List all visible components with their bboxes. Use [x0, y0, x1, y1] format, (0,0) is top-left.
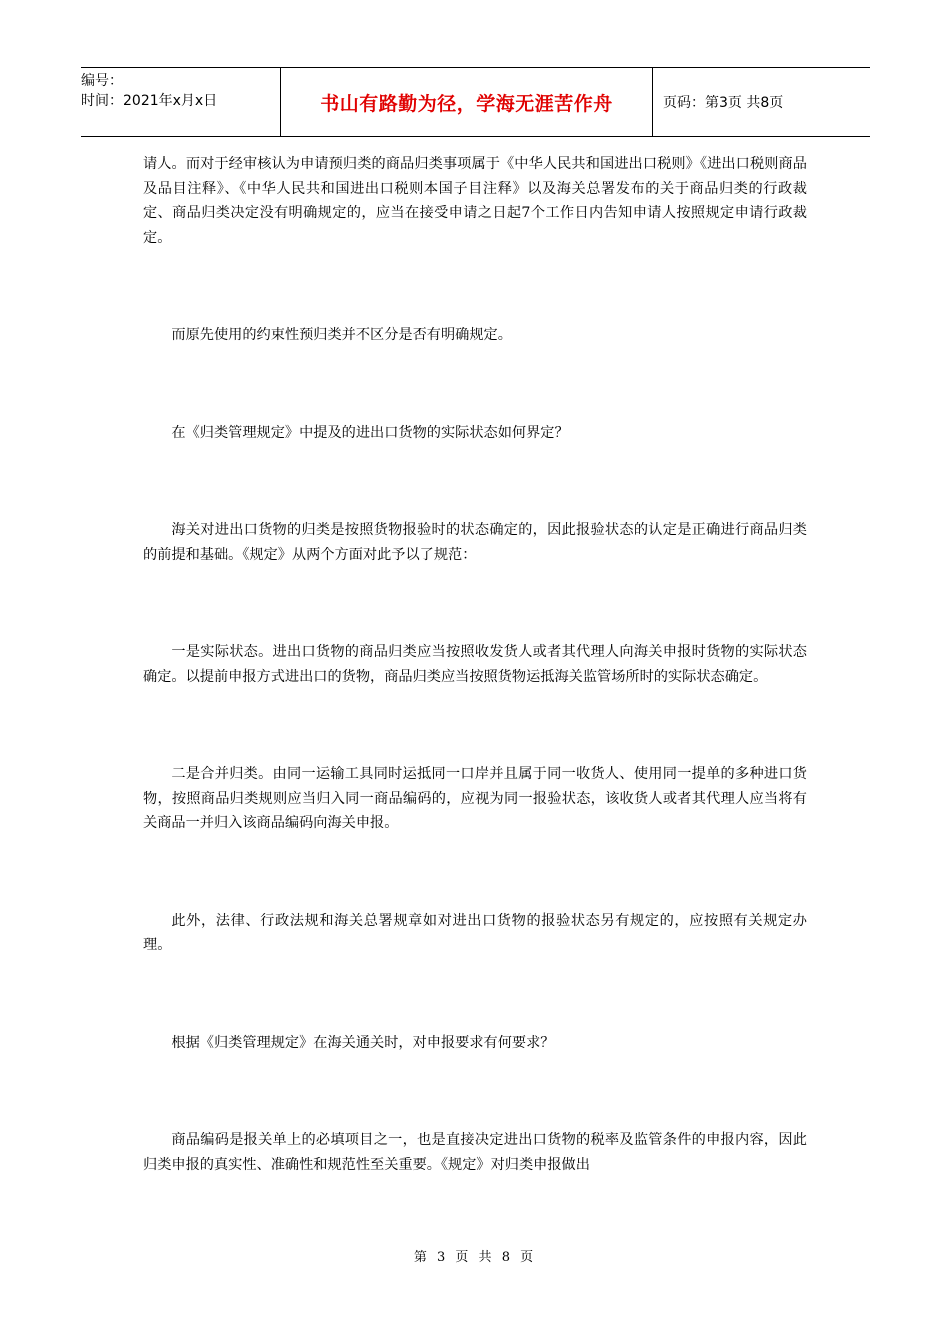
paragraph: 此外，法律、行政法规和海关总署规章如对进出口货物的报验状态另有规定的，应按照有关规定办理。: [143, 912, 807, 953]
paragraph: 请人。而对于经审核认为申请预归类的商品归类事项属于《中华人民共和国进出口税则》《进出口税则商品及品目注释》、《中华人民共和国进出口税则本国子目注释》以及海关总署发布的关于商品归类的行政裁定、商品归类决定没有明确规定的，应当在接受申请之日起7个工作日内告知申请人按照规定申请行政裁定。: [143, 156, 807, 246]
paragraph: 海关对进出口货物的归类是按照货物报验时的状态确定的，因此报验状态的认定是正确进行商品归类的前提和基础。《规定》从两个方面对此予以了规范：: [143, 522, 807, 563]
document-body: [143, 152, 807, 1177]
paragraph: 根据《归类管理规定》在海关通关时，对申报要求有何要求？: [171, 1034, 555, 1051]
paragraph: 在《归类管理规定》中提及的进出口货物的实际状态如何界定？: [171, 424, 569, 441]
header-page-cell: [653, 68, 870, 136]
paragraph: 一是实际状态。进出口货物的商品归类应当按照收发货人或者其代理人向海关申报时货物的实际状态确定。以提前申报方式进出口的货物，商品归类应当按照货物运抵海关监管场所时的实际状态确定。: [143, 644, 807, 685]
header-meta: [81, 68, 281, 136]
page-info: 页码：第3页 共8页: [663, 95, 784, 111]
paragraph: 而原先使用的约束性预归类并不区分是否有明确规定。: [171, 327, 512, 343]
paragraph: 商品编码是报关单上的必填项目之一，也是直接决定进出口货物的税率及监管条件的申报内容，因此归类申报的真实性、准确性和规范性至关重要。《规定》对归类申报做出: [143, 1132, 807, 1173]
motto-text: 书山有路勤为径，学海无涯苦作舟: [320, 92, 613, 115]
time-label: 时间：2021年x月x日: [81, 93, 218, 109]
header-motto-cell: [281, 68, 653, 136]
page-header: [81, 67, 870, 137]
code-label: 编号：: [81, 73, 123, 89]
paragraph: 二是合并归类。由同一运输工具同时运抵同一口岸并且属于同一收货人、使用同一提单的多种进口货物，按照商品归类规则应当归入同一商品编码的，应视为同一报验状态，该收货人或者其代理人应当将有关商品一并归入该商品编码向海关申报。: [143, 766, 807, 831]
page-footer: 第 3 页 共 8 页: [413, 1250, 537, 1265]
